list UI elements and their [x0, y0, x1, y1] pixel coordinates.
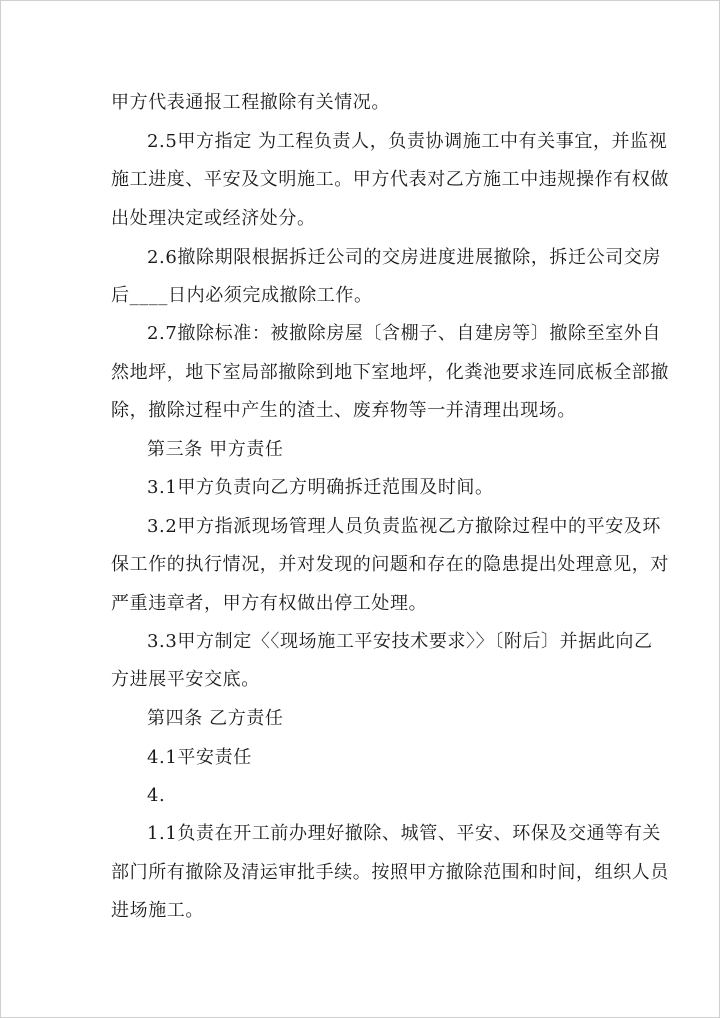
text-line: 3.3甲方制定〈〈现场施工平安技术要求〉〉〔附后〕并据此向乙	[147, 631, 653, 652]
text-line: 2.6撤除期限根据拆迁公司的交房进度进展撤除，拆迁公司交房	[147, 247, 662, 268]
text-line: 保工作的执行情况，并对发现的问题和存在的隐患提出处理意见，对	[111, 554, 669, 575]
section-heading: 第三条 甲方责任	[147, 439, 284, 460]
text-line: 严重违章者，甲方有权做出停工处理。	[111, 593, 428, 614]
text-line: 施工进度、平安及文明施工。甲方代表对乙方施工中违规操作有权做	[111, 169, 669, 190]
text-line: 进场施工。	[111, 900, 204, 921]
text-line: 2.5甲方指定 为工程负责人，负责协调施工中有关事宜，并监视	[147, 131, 668, 152]
text-line: 后____日内必须完成撤除工作。	[111, 285, 373, 306]
text-line: 部门所有撤除及清运审批手续。按照甲方撤除范围和时间，组织人员	[111, 862, 669, 883]
text-line: 出处理决定或经济处分。	[111, 208, 316, 229]
text-line: 方进展平安交底。	[111, 669, 260, 690]
text-line: 3.2甲方指派现场管理人员负责监视乙方撤除过程中的平安及环	[147, 516, 662, 537]
text-line: 4.	[147, 785, 166, 806]
text-line: 2.7撤除标准：被撤除房屋〔含棚子、自建房等〕撤除至室外自	[147, 323, 662, 344]
text-line: 甲方代表通报工程撤除有关情况。	[111, 92, 390, 113]
text-line: 1.1负责在开工前办理好撤除、城管、平安、环保及交通等有关	[147, 823, 662, 844]
text-line: 然地坪，地下室局部撤除到地下室地坪，化粪池要求连同底板全部撤	[111, 362, 669, 383]
text-line: 除，撤除过程中产生的渣土、废弃物等一并清理出现场。	[111, 400, 576, 421]
text-line: 3.1甲方负责向乙方明确拆迁范围及时间。	[147, 477, 494, 498]
section-heading: 第四条 乙方责任	[147, 708, 284, 729]
text-line: 4.1平安责任	[147, 747, 252, 768]
